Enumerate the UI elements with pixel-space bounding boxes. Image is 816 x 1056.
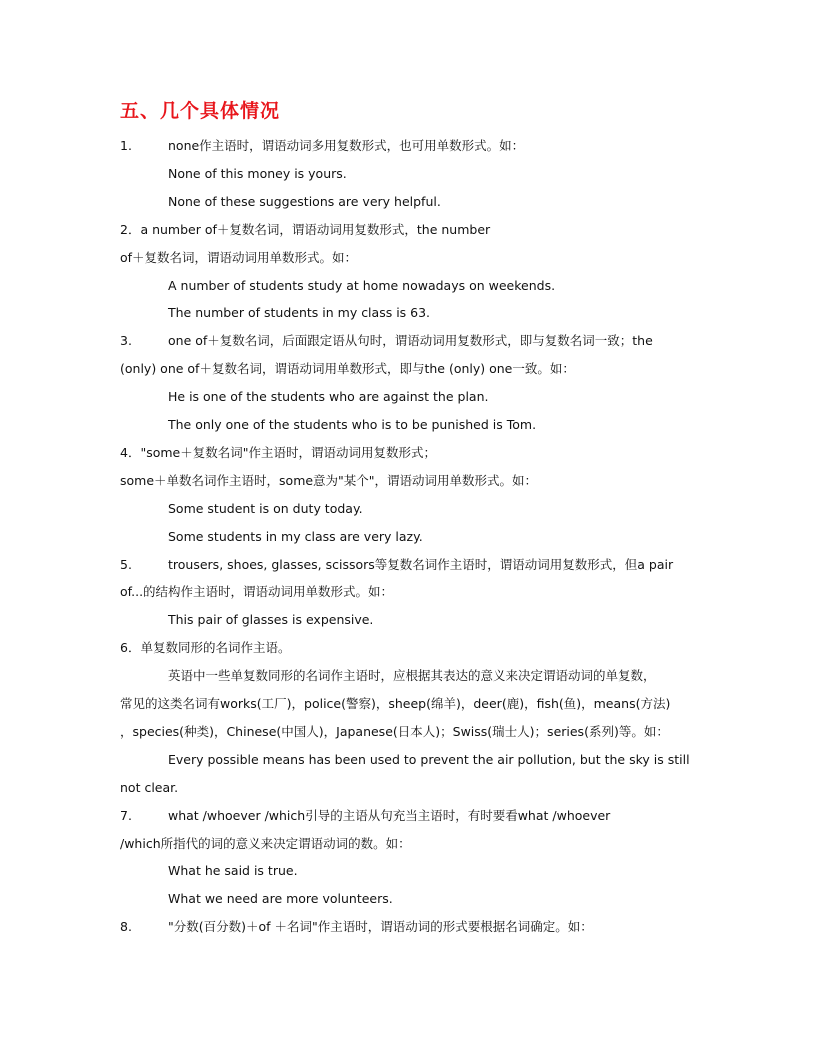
example-sentence: Some student is on duty today.	[168, 500, 363, 516]
example-sentence: None of these suggestions are very helpful.	[168, 193, 441, 209]
example-sentence: A number of students study at home nowadays on weekends.	[168, 277, 556, 293]
paragraph-line: 2．a number of＋复数名词，谓语动词用复数形式，the number	[120, 221, 491, 237]
paragraph-line: 6．单复数同形的名词作主语。	[120, 640, 291, 656]
paragraph-line: 常见的这类名词有works(工厂)，police(警察)，sheep(绵羊)，deer(鹿)，fish(鱼)，means(方法)	[120, 696, 671, 711]
example-sentence: Some students in my class are very lazy.	[168, 528, 423, 544]
section-heading: 五、几个具体情况	[120, 100, 281, 122]
item-number: 5.	[120, 556, 132, 572]
paragraph-line: some＋单数名词作主语时，some意为"某个"，谓语动词用单数形式。如：	[120, 472, 538, 488]
example-sentence: He is one of the students who are against the plan.	[168, 389, 489, 405]
item-number: 7.	[120, 807, 132, 823]
paragraph-line: not clear.	[120, 779, 179, 795]
example-sentence: Every possible means has been used to prevent the air pollution, but the sky is still	[168, 751, 690, 767]
paragraph-line: ，species(种类)，Chinese(中国人)，Japanese(日本人)；Swiss(瑞士人)；series(系列)等。如：	[120, 723, 669, 739]
item-text: trousers, shoes, glasses, scissors等复数名词作主语时，谓语动词用复数形式，但a pair	[168, 556, 674, 572]
paragraph-line: (only) one of＋复数名词，谓语动词用单数形式，即与the (only) one一致。如：	[120, 361, 575, 377]
example-sentence: None of this money is yours.	[168, 165, 347, 181]
paragraph-line: of＋复数名词，谓语动词用单数形式。如：	[120, 249, 358, 265]
item-number: 3.	[120, 333, 132, 349]
item-number: 1.	[120, 138, 132, 153]
example-sentence: 英语中一些单复数同形的名词作主语时，应根据其表达的意义来决定谓语动词的单复数，	[168, 668, 656, 684]
item-text: what /whoever /which引导的主语从句充当主语时，有时要看what /whoever	[168, 807, 611, 823]
example-sentence: This pair of glasses is expensive.	[168, 612, 374, 628]
example-sentence: The number of students in my class is 63.	[168, 305, 431, 321]
item-text: "分数(百分数)＋of ＋名词"作主语时，谓语动词的形式要根据名词确定。如：	[168, 919, 593, 935]
paragraph-line: /which所指代的词的意义来决定谓语动词的数。如：	[120, 835, 411, 851]
item-number: 8.	[120, 919, 132, 935]
example-sentence: What he said is true.	[168, 863, 298, 879]
example-sentence: What we need are more volunteers.	[168, 891, 393, 907]
item-text: none作主语时，谓语动词多用复数形式，也可用单数形式。如：	[168, 138, 525, 153]
item-text: one of＋复数名词，后面跟定语从句时，谓语动词用复数形式，即与复数名词一致；the	[168, 333, 653, 349]
paragraph-line: 4．"some＋复数名词"作主语时，谓语动词用复数形式；	[120, 444, 436, 460]
example-sentence: The only one of the students who is to be punished is Tom.	[168, 417, 537, 432]
paragraph-line: of...的结构作主语时，谓语动词用单数形式。如：	[120, 584, 394, 600]
